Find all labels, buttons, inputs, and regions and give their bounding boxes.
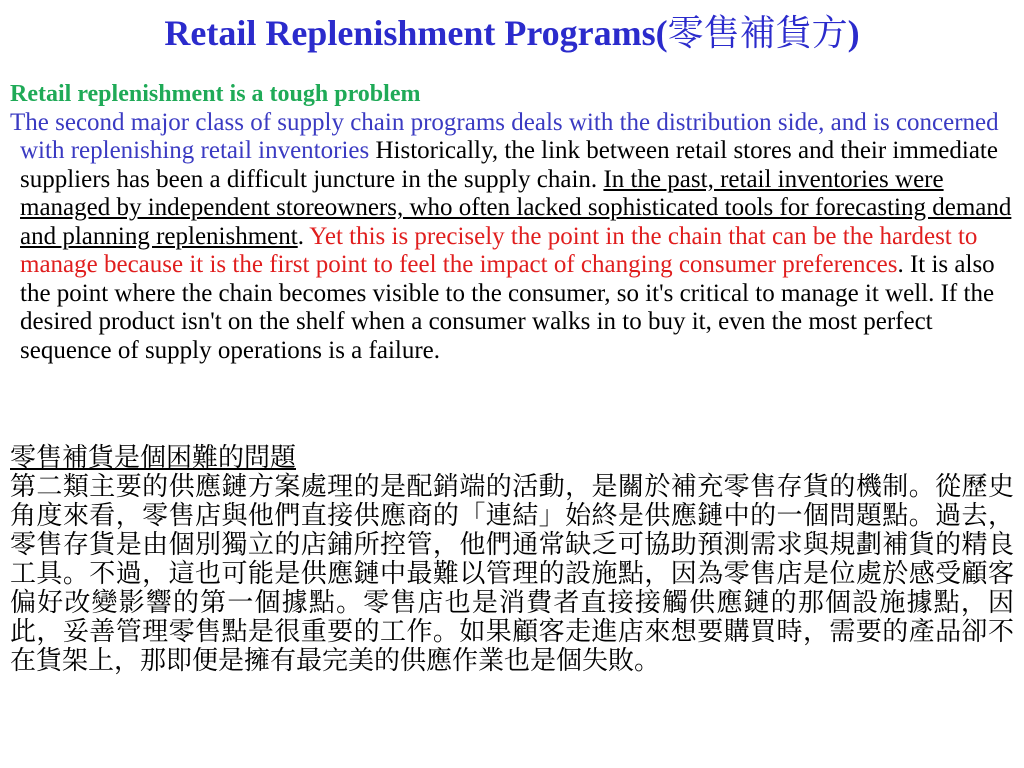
chinese-section: [10, 444, 1014, 676]
english-heading: Retail replenishment is a tough problem: [10, 81, 421, 107]
slide-title: [0, 10, 1024, 56]
title-cjk: 零售補貨方: [667, 13, 848, 53]
english-underlined-text: In the past, retail inventories were managed by independent storeowners, who often lacked sophisticated tools for forecasting demand and planning replenishment: [20, 165, 1012, 250]
english-black-text-2: . It is also the point where the chain becomes visible to the consumer, so it's critical to manage it well. If the desired product isn't on the shelf when a consumer walks in to buy it, even the most perfect sequence of supply operations is a failure.: [20, 251, 995, 364]
english-black-text-1: Historically, the link between retail stores and their immediate suppliers has been a difficult juncture in the supply chain.: [20, 137, 998, 193]
title-close: ): [847, 13, 860, 53]
chinese-paragraph: 第二類主要的供應鏈方案處理的是配銷端的活動，是關於補充零售存貨的機制。從歷史角度來看，零售店與他們直接供應商的「連結」始終是供應鏈中的一個問題點。過去，零售存貨是由個別獨立的店鋪所控管，他們通常缺乏可協助預測需求與規劃補貨的精良工具。不過，這也可能是供應鏈中最難以管理的設施點，因為零售店是位處於感受顧客偏好改變影響的第一個據點。零售店也是消費者直接接觸供應鏈的那個設施據點，因此，妥善管理零售點是很重要的工作。如果顧客走進店來想要購買時，需要的產品卻不在貨架上，那即便是擁有最完美的供應作業也是個失敗。: [10, 472, 1014, 676]
english-period: .: [297, 222, 310, 250]
english-section: [10, 80, 1014, 365]
english-red-text: Yet this is precisely the point in the chain that can be the hardest to manage because it is the first point to feel the impact of changing consumer preferences: [20, 222, 978, 278]
chinese-heading: 零售補貨是個困難的問題: [10, 443, 297, 473]
english-paragraph: [10, 109, 1014, 366]
title-main: Retail Replenishment Programs(: [164, 13, 668, 53]
english-blue-text: The second major class of supply chain programs deals with the distribution side, and is concerned with replenishing retail inventories: [10, 108, 999, 164]
